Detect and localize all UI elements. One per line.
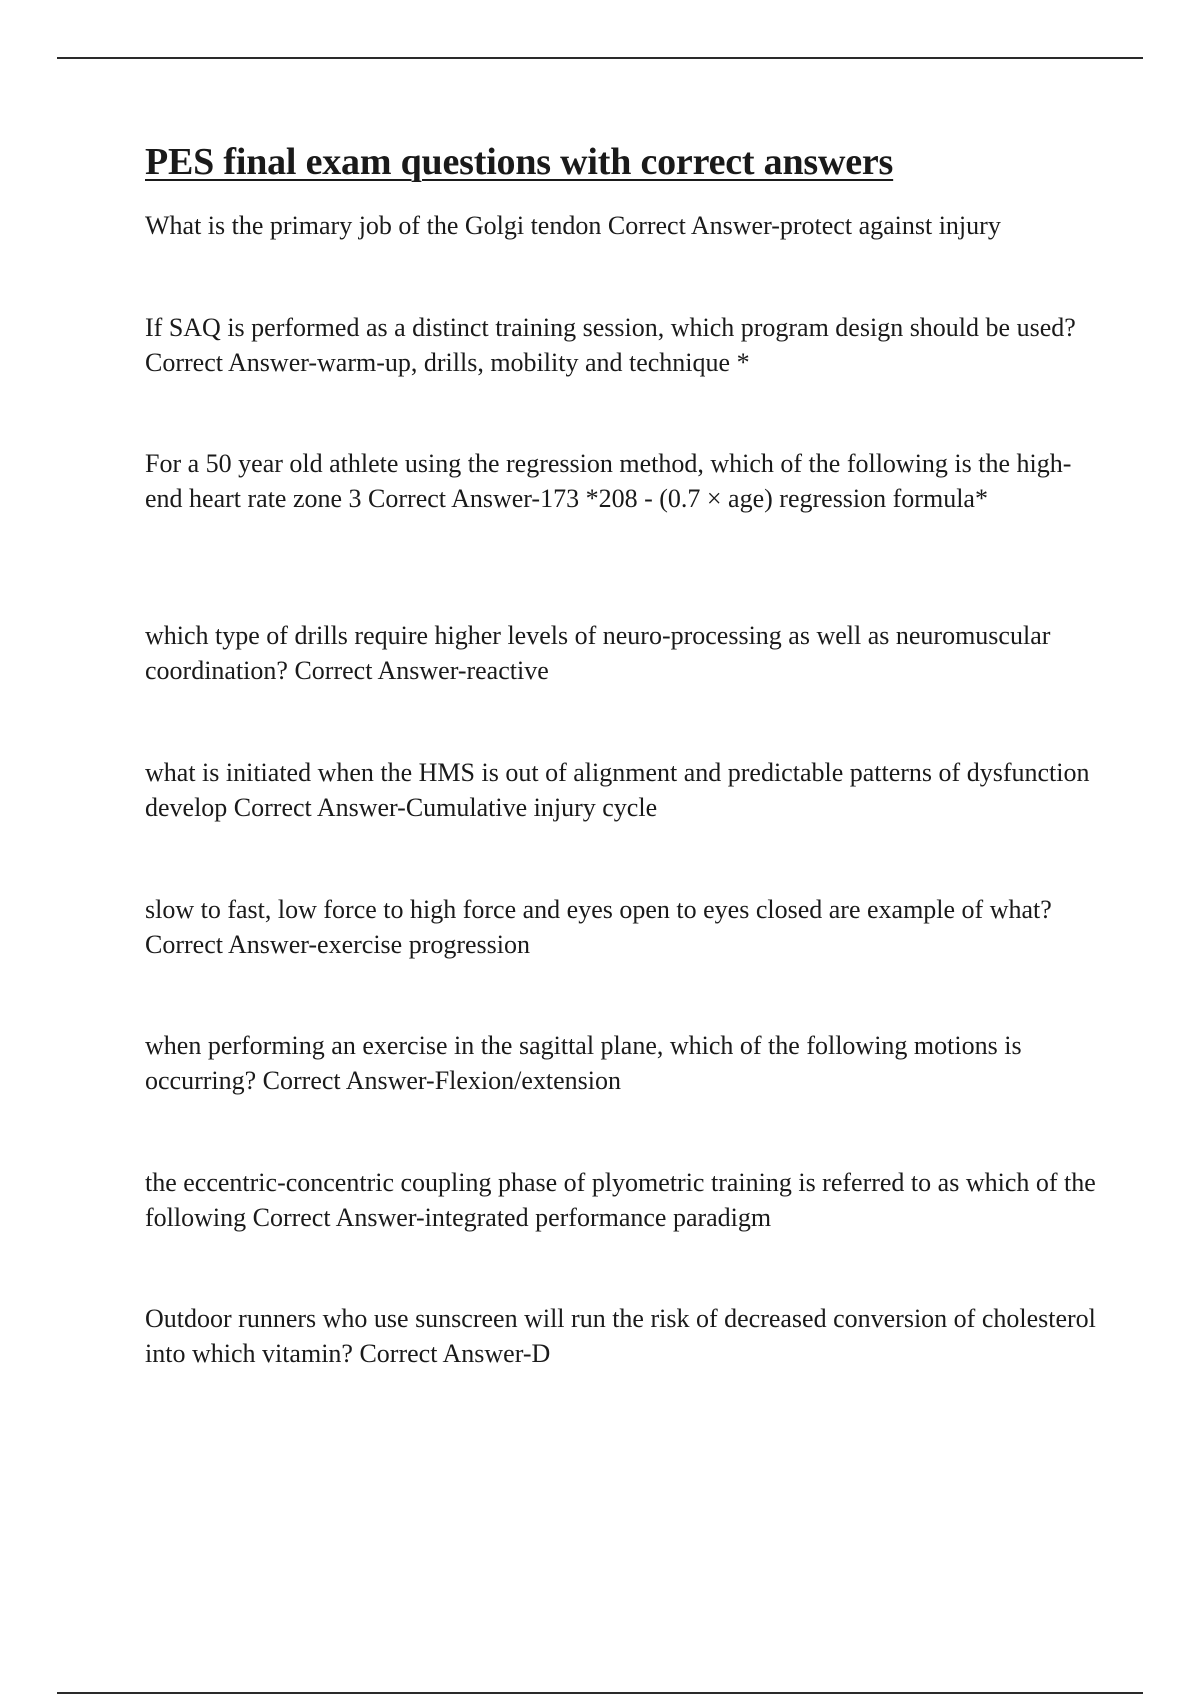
document-body — [145, 140, 1105, 1368]
question-item: when performing an exercise in the sagittal plane, which of the following motions is occurring? Correct Answer-Flexion/extension — [145, 1031, 1022, 1095]
question-item: slow to fast, low force to high force and eyes open to eyes closed are example of what? Correct Answer-exercise progression — [145, 895, 1052, 959]
page-top-rule — [57, 57, 1143, 59]
question-item: the eccentric-concentric coupling phase of plyometric training is referred to as which of the following Correct Answer-integrated performance paradigm — [145, 1168, 1096, 1232]
question-item: What is the primary job of the Golgi tendon Correct Answer-protect against injury — [145, 211, 1001, 240]
page-bottom-rule — [57, 1692, 1143, 1694]
question-item: Outdoor runners who use sunscreen will run the risk of decreased conversion of cholesterol into which vitamin? Correct Answer-D — [145, 1304, 1096, 1368]
question-item: what is initiated when the HMS is out of alignment and predictable patterns of dysfunction develop Correct Answer-Cumulative injury cycle — [145, 758, 1090, 822]
question-item: which type of drills require higher levels of neuro-processing as well as neuromuscular coordination? Correct Answer-reactive — [145, 621, 1051, 685]
page-title: PES final exam questions with correct answers — [145, 141, 894, 183]
question-item: If SAQ is performed as a distinct training session, which program design should be used? Correct Answer-warm-up, drills, mobility and technique * — [145, 313, 1076, 377]
question-item: For a 50 year old athlete using the regression method, which of the following is the high-end heart rate zone 3 Correct Answer-173 *208 - (0.7 × age) regression formula* — [145, 449, 1072, 513]
